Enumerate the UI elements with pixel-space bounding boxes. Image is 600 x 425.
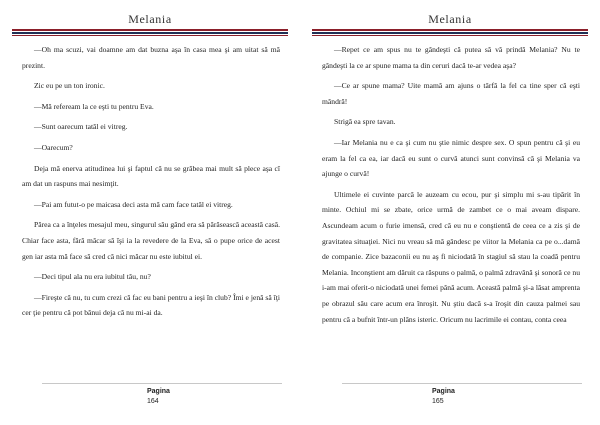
paragraph: —Oh ma scuzi, vai doamne am dat buzna aşa în casa mea şi am uitat să mă prezint. bbox=[22, 45, 280, 70]
paragraph: Strigă ea spre tavan. bbox=[334, 117, 396, 127]
footer-page-label: Pagina bbox=[147, 388, 170, 395]
paragraph: —Iar Melania nu e ca şi cum nu ştie nimic despre sex. O spun pentru că şi eu eram la fel ca ea, iar dacă eu sunt o curvă atunci sunt convinsă că şi Melania va ajunge o curvă! bbox=[322, 137, 580, 179]
paragraph: —Fireşte că nu, tu cum crezi că fac eu bani pentru a ieşi în club? Îmi e jenă să îţi cer ţie pentru că pot bănui deja că nu mi-ai da. bbox=[22, 292, 280, 318]
footer-divider bbox=[342, 383, 582, 384]
header-rule-red-thin bbox=[12, 35, 288, 36]
paragraph: Zic eu pe un ton ironic. bbox=[34, 81, 105, 91]
right-page-body bbox=[322, 42, 580, 332]
header-rule-blue bbox=[12, 32, 288, 34]
footer-page-label: Pagina bbox=[432, 388, 455, 395]
footer-divider bbox=[42, 383, 282, 384]
left-page-body bbox=[22, 42, 280, 326]
paragraph: Deja mă enerva atitudinea lui şi faptul că nu se grăbea mai mult să plece aşa cî am dat un raspuns mai nesimţit. bbox=[22, 163, 280, 189]
paragraph: —Oarecum? bbox=[34, 142, 73, 152]
paragraph: Ultimele ei cuvinte parcă le auzeam cu ecou, pur şi simplu mi s-au tipărit în minte. Ochiul mi se zbate, orice urmă de zambet ce o mai aveam dispare. Ascundeam acum o furie imensă, cred că eu nu e conştientă de ceea ce a zis şi de gravitatea situaţiei. Nici nu vreau să mă gândesc pe viitor la Melania ca pe o...damă de companie. Zice bazaconii eu nu aş fi niciodată în stagiul să stau la coadă pentru Melania. Inconştient am dăruit ca răspuns o palmă, o palmă zdravănă şi sonoră ce nu i-am mai oferit-o niciodată unei femei până acum. Această palmă şi-a lăsat amprenta pe obrazul său care acum era înroşit. Nu ştiu dacă s-a îroşit din cauza palmei sau pentru că a bufnit într-un plâns isteric. Oricum nu lacrimile ei contau, conta ceea bbox=[322, 189, 580, 324]
page-number: 164 bbox=[147, 398, 159, 405]
header-rule-red-thin bbox=[312, 35, 588, 36]
header-rule-red bbox=[12, 29, 288, 31]
paragraph: —Sunt oarecum tatăl ei vitreg. bbox=[34, 122, 128, 132]
right-page bbox=[312, 0, 588, 425]
header-rule-blue bbox=[312, 32, 588, 34]
right-page-header: Melania bbox=[428, 12, 472, 26]
left-page-header: Melania bbox=[128, 12, 172, 26]
paragraph: —Deci tipul ala nu era iubitul tău, nu? bbox=[34, 272, 151, 282]
paragraph: —Ce ar spune mama? Uite mamă am ajuns o târfă la fel ca tine sper că eşti mândră! bbox=[322, 81, 580, 106]
header-rule-red bbox=[312, 29, 588, 31]
paragraph: —Pai am futut-o pe maicasa deci asta mă cam face tatăl ei vitreg. bbox=[34, 199, 233, 209]
paragraph: Părea ca a înţeles mesajul meu, singurul său gând era să părăsească această casă. Chiar face asta, fără măcar să îşi ia la revedere de la Eva, să o pupe orice de acest gen iar asta mă face să cred că nici măcar nu este iubitul ei. bbox=[22, 220, 280, 261]
page-number: 165 bbox=[432, 398, 444, 405]
paragraph: —Mă refeream la ce eşti tu pentru Eva. bbox=[34, 101, 154, 111]
left-page bbox=[12, 0, 288, 425]
paragraph: —Repet ce am spus nu te gândeşti că putea să vă prindă Melania? Nu te gândeşti la ce ar spune mama ta din ceruri dacă te-ar vedea aşa? bbox=[322, 45, 580, 70]
